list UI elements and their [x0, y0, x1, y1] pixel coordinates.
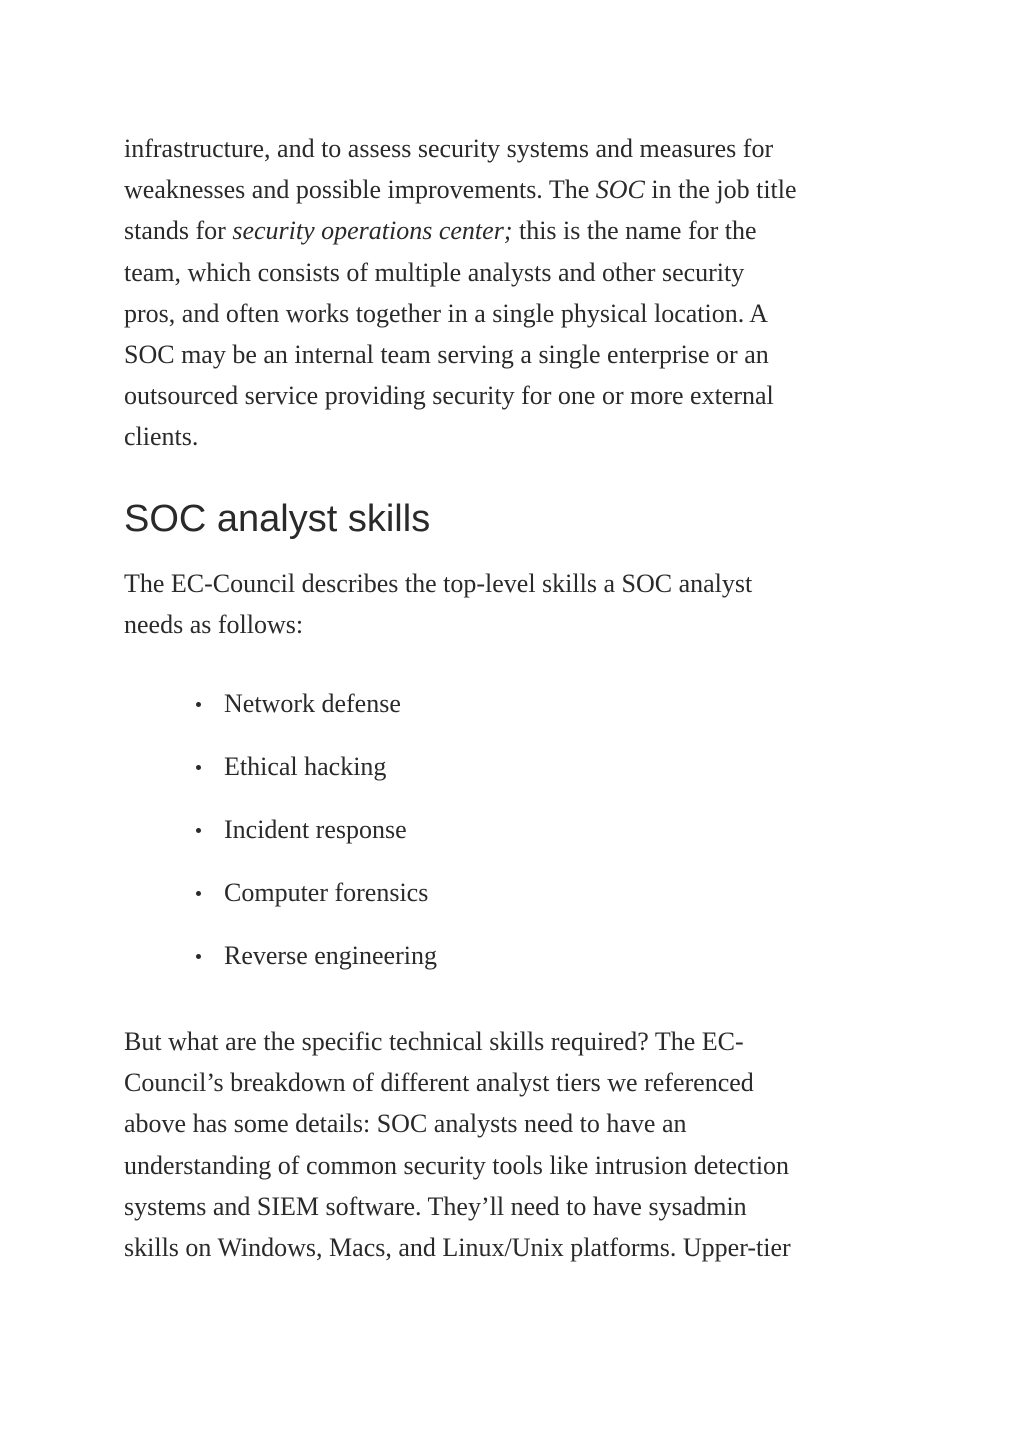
intro-line-4: team, which consists of multiple analysts and other security [124, 257, 745, 287]
intro-line-8: clients. [124, 422, 199, 452]
section-lead-paragraph [124, 563, 924, 645]
intro-line-2b: in the job title [644, 175, 797, 205]
intro-paragraph [124, 128, 924, 458]
bullet-icon [196, 891, 201, 896]
lead-line-2: needs as follows: [124, 610, 304, 640]
bullet-icon [196, 954, 201, 959]
intro-line-5: pros, and often works together in a single physical location. A [124, 298, 769, 328]
intro-line-3b: this is the name for the [512, 216, 757, 246]
section-heading: SOC analyst skills [124, 498, 431, 540]
skill-label: Computer forensics [224, 878, 429, 907]
lead-line-1: The EC-Council describes the top-level skills a SOC analyst [124, 569, 753, 598]
closing-paragraph [124, 1021, 924, 1268]
list-item [124, 812, 437, 875]
closing-line-4: understanding of common security tools like intrusion detection [124, 1150, 790, 1180]
bullet-icon [196, 702, 201, 707]
closing-line-2: Council’s breakdown of different analyst tiers we referenced [124, 1068, 754, 1098]
closing-line-1: But what are the specific technical skills required? The EC- [124, 1027, 744, 1056]
intro-line-6: SOC may be an internal team serving a single enterprise or an [124, 340, 769, 370]
list-item [124, 938, 437, 1001]
skill-label: Network defense [224, 689, 401, 718]
skill-label: Ethical hacking [224, 752, 387, 781]
list-item [124, 686, 437, 749]
list-item [124, 875, 437, 938]
skills-list [124, 686, 437, 1001]
bullet-icon [196, 828, 201, 833]
skill-label: Incident response [224, 815, 407, 844]
intro-line-2a: weaknesses and possible improvements. The [124, 175, 596, 205]
skill-label: Reverse engineering [224, 941, 437, 970]
intro-line-1: infrastructure, and to assess security systems and measures for [124, 134, 774, 163]
bullet-icon [196, 765, 201, 770]
closing-line-3: above has some details: SOC analysts need to have an [124, 1109, 687, 1139]
intro-line-7: outsourced service providing security for one or more external [124, 381, 774, 411]
closing-line-6: skills on Windows, Macs, and Linux/Unix platforms. Upper-tier [124, 1233, 791, 1263]
closing-line-5: systems and SIEM software. They’ll need to have sysadmin [124, 1191, 747, 1221]
list-item [124, 749, 437, 812]
intro-line-3a: stands for [124, 216, 233, 246]
intro-soc-definition: security operations center; [232, 216, 513, 246]
intro-soc-term: SOC [595, 175, 645, 205]
